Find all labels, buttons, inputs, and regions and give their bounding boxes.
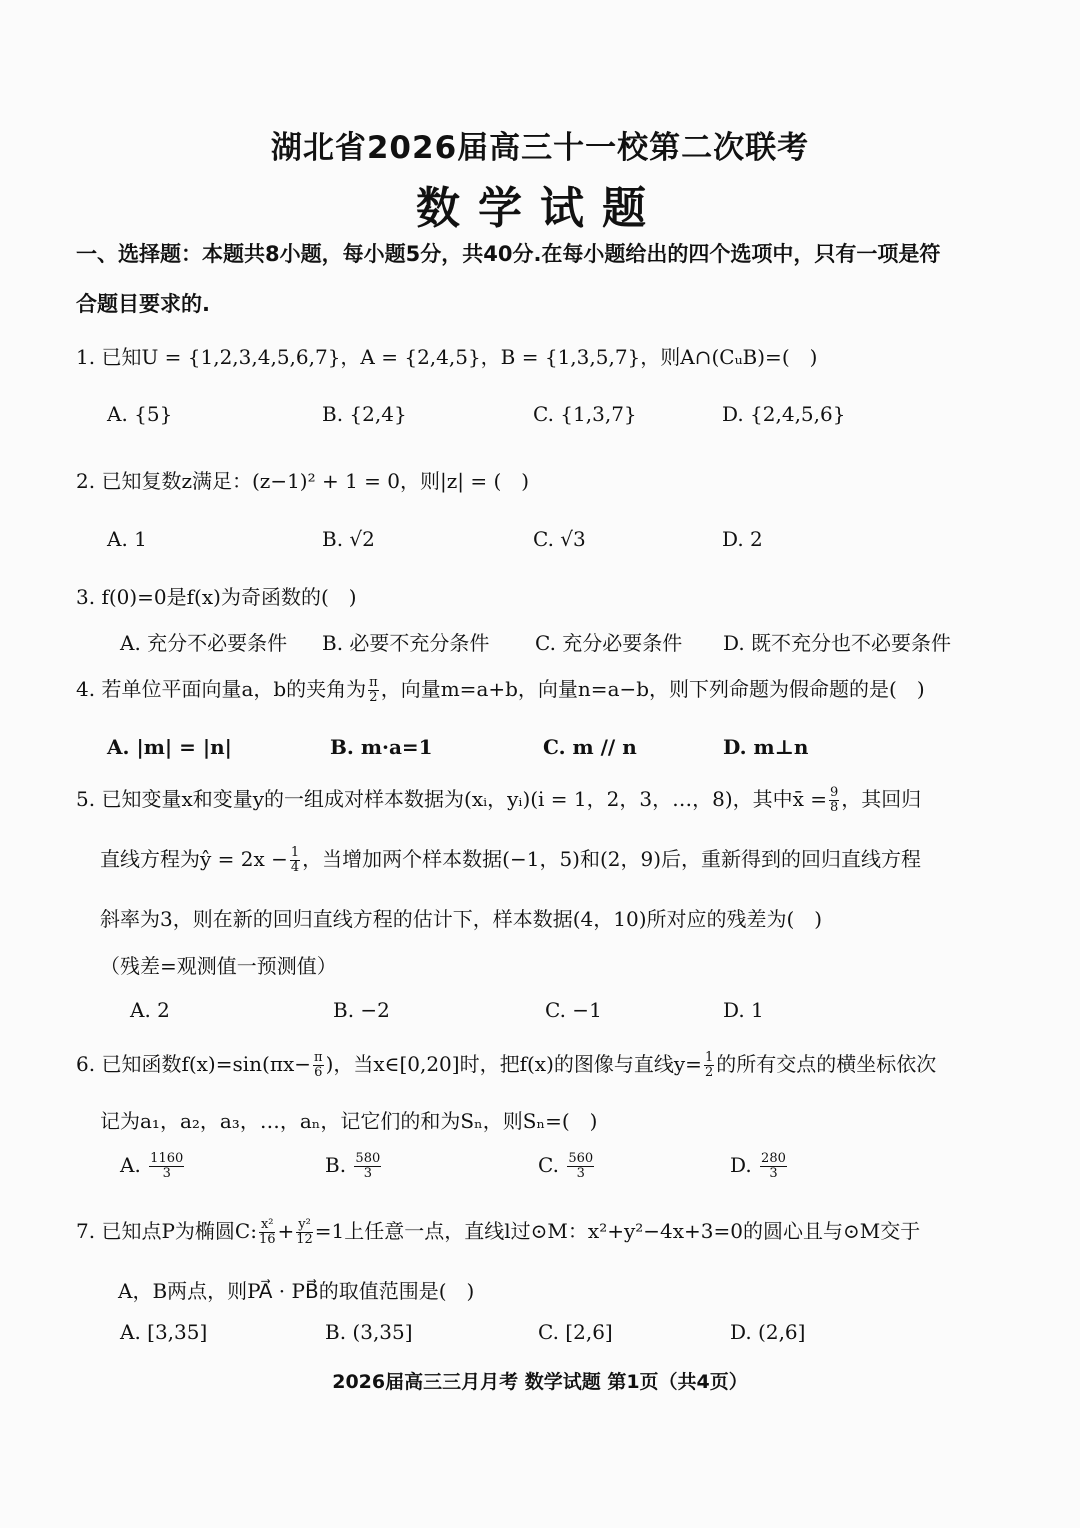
question-5-mean-fraction: $\frac{9}{8}$ [830, 785, 839, 815]
question-7-option-b: B. (3,35] [325, 1320, 413, 1344]
exam-subtitle: 数学试题 [416, 183, 664, 234]
question-7-x-fraction: $\frac{\text{x²}}{16}$ [258, 1217, 276, 1247]
question-4-stem [76, 673, 925, 705]
question-4-option-a: A. |m| = |n| [107, 735, 232, 759]
question-6-option-a: A. $\frac{1160}{3}$ [120, 1151, 184, 1181]
question-4-angle-fraction: $\frac{\pi}{2}$ [369, 675, 378, 705]
question-5-line2: 直线方程为ŷ = 2x − $\frac{1}{4}$ ，当增加两个样本数据(−1，5)和(2，9)后，重新得到的回归直线方程 [100, 845, 922, 875]
question-4-option-b: B. m·a=1 [330, 735, 433, 759]
question-2-option-b: B. √2 [322, 527, 375, 551]
question-1-stem: 1. 已知U = {1,2,3,4,5,6,7}，A = {2,4,5}，B = {1,3,5,7}，则A∩(CᵤB)=( ) [76, 345, 818, 369]
question-6-phase-fraction: $\frac{\pi}{6}$ [314, 1050, 323, 1080]
question-3-stem: 3. f(0)=0是f(x)为奇函数的( ) [76, 585, 357, 609]
question-4-stem-pre: 4. 若单位平面向量a，b的夹角为 [76, 677, 367, 701]
question-2-option-c: C. √3 [533, 527, 586, 551]
question-1-option-c: C. {1,3,7} [533, 402, 637, 426]
question-4-option-d: D. m⊥n [723, 735, 809, 759]
exam-title: 湖北省2026届高三十一校第二次联考 [270, 130, 810, 166]
question-3-option-b: B. 必要不充分条件 [322, 631, 490, 655]
question-7-option-a: A. [3,35] [120, 1320, 208, 1344]
question-6-option-c: C. $\frac{560}{3}$ [538, 1151, 594, 1181]
question-6-line1: 6. 已知函数f(x)=sin(πx− $\frac{\pi}{6}$ )，当x∈[0,20]时，把f(x)的图像与直线y= $\frac{1}{2}$ 的所有交点的横坐标依次 [76, 1050, 937, 1080]
question-6-line2: 记为a₁，a₂，a₃，…，aₙ，记它们的和为Sₙ，则Sₙ=( ) [100, 1109, 598, 1133]
question-7-line1: 7. 已知点P为椭圆C: $\frac{\text{x²}}{16}$ + $\frac{\text{y²}}{12}$ =1上任意一点，直线l过⊙M：x²+y²−4x+3=0的圆心且与⊙M交于 [76, 1217, 921, 1247]
question-5-line1: 5. 已知变量x和变量y的一组成对样本数据为(xᵢ，yᵢ)(i = 1，2，3，…，8)，其中x̄ = $\frac{9}{8}$ ，其回归 [76, 785, 922, 815]
question-6-option-d: D. $\frac{280}{3}$ [730, 1151, 786, 1181]
question-2-stem: 2. 已知复数z满足：(z−1)² + 1 = 0，则|z| = ( ) [76, 469, 530, 493]
question-7-option-d: D. (2,6] [730, 1320, 806, 1344]
question-3-option-d: D. 既不充分也不必要条件 [723, 631, 952, 655]
question-1-option-b: B. {2,4} [322, 402, 407, 426]
question-3-option-a: A. 充分不必要条件 [120, 631, 288, 655]
section-instruction-line1: 一、选择题：本题共8小题，每小题5分，共40分.在每小题给出的四个选项中，只有一项是符 [76, 242, 941, 266]
section-instruction-line2: 合题目要求的. [76, 292, 210, 316]
question-5-option-b: B. −2 [333, 998, 390, 1022]
page-footer: 2026届高三三月月考 数学试题 第1页（共4页） [332, 1371, 748, 1393]
question-3-option-c: C. 充分必要条件 [535, 631, 683, 655]
question-6-option-b: B. $\frac{580}{3}$ [325, 1151, 381, 1181]
question-1-option-d: D. {2,4,5,6} [722, 402, 846, 426]
question-2-option-a: A. 1 [107, 527, 147, 551]
question-5-line3: 斜率为3，则在新的回归直线方程的估计下，样本数据(4，10)所对应的残差为( ) [100, 907, 823, 931]
question-5-option-d: D. 1 [723, 998, 764, 1022]
question-6-line-fraction: $\frac{1}{2}$ [704, 1050, 714, 1080]
question-5-line4: （残差=观测值一预测值） [100, 954, 337, 978]
question-7-option-c: C. [2,6] [538, 1320, 613, 1344]
question-4-option-c: C. m // n [543, 735, 637, 759]
question-7-line2: A，B两点，则PA⃗ · PB⃗的取值范围是( ) [118, 1279, 475, 1303]
question-1-option-a: A. {5} [107, 402, 173, 426]
question-4-stem-post: ，向量m=a+b，向量n=a−b，则下列命题为假命题的是( ) [380, 677, 925, 701]
question-5-option-a: A. 2 [130, 998, 170, 1022]
question-2-option-d: D. 2 [722, 527, 763, 551]
question-5-intercept-fraction: $\frac{1}{4}$ [290, 845, 300, 875]
question-5-option-c: C. −1 [545, 998, 602, 1022]
question-7-y-fraction: $\frac{\text{y²}}{12}$ [296, 1217, 313, 1247]
